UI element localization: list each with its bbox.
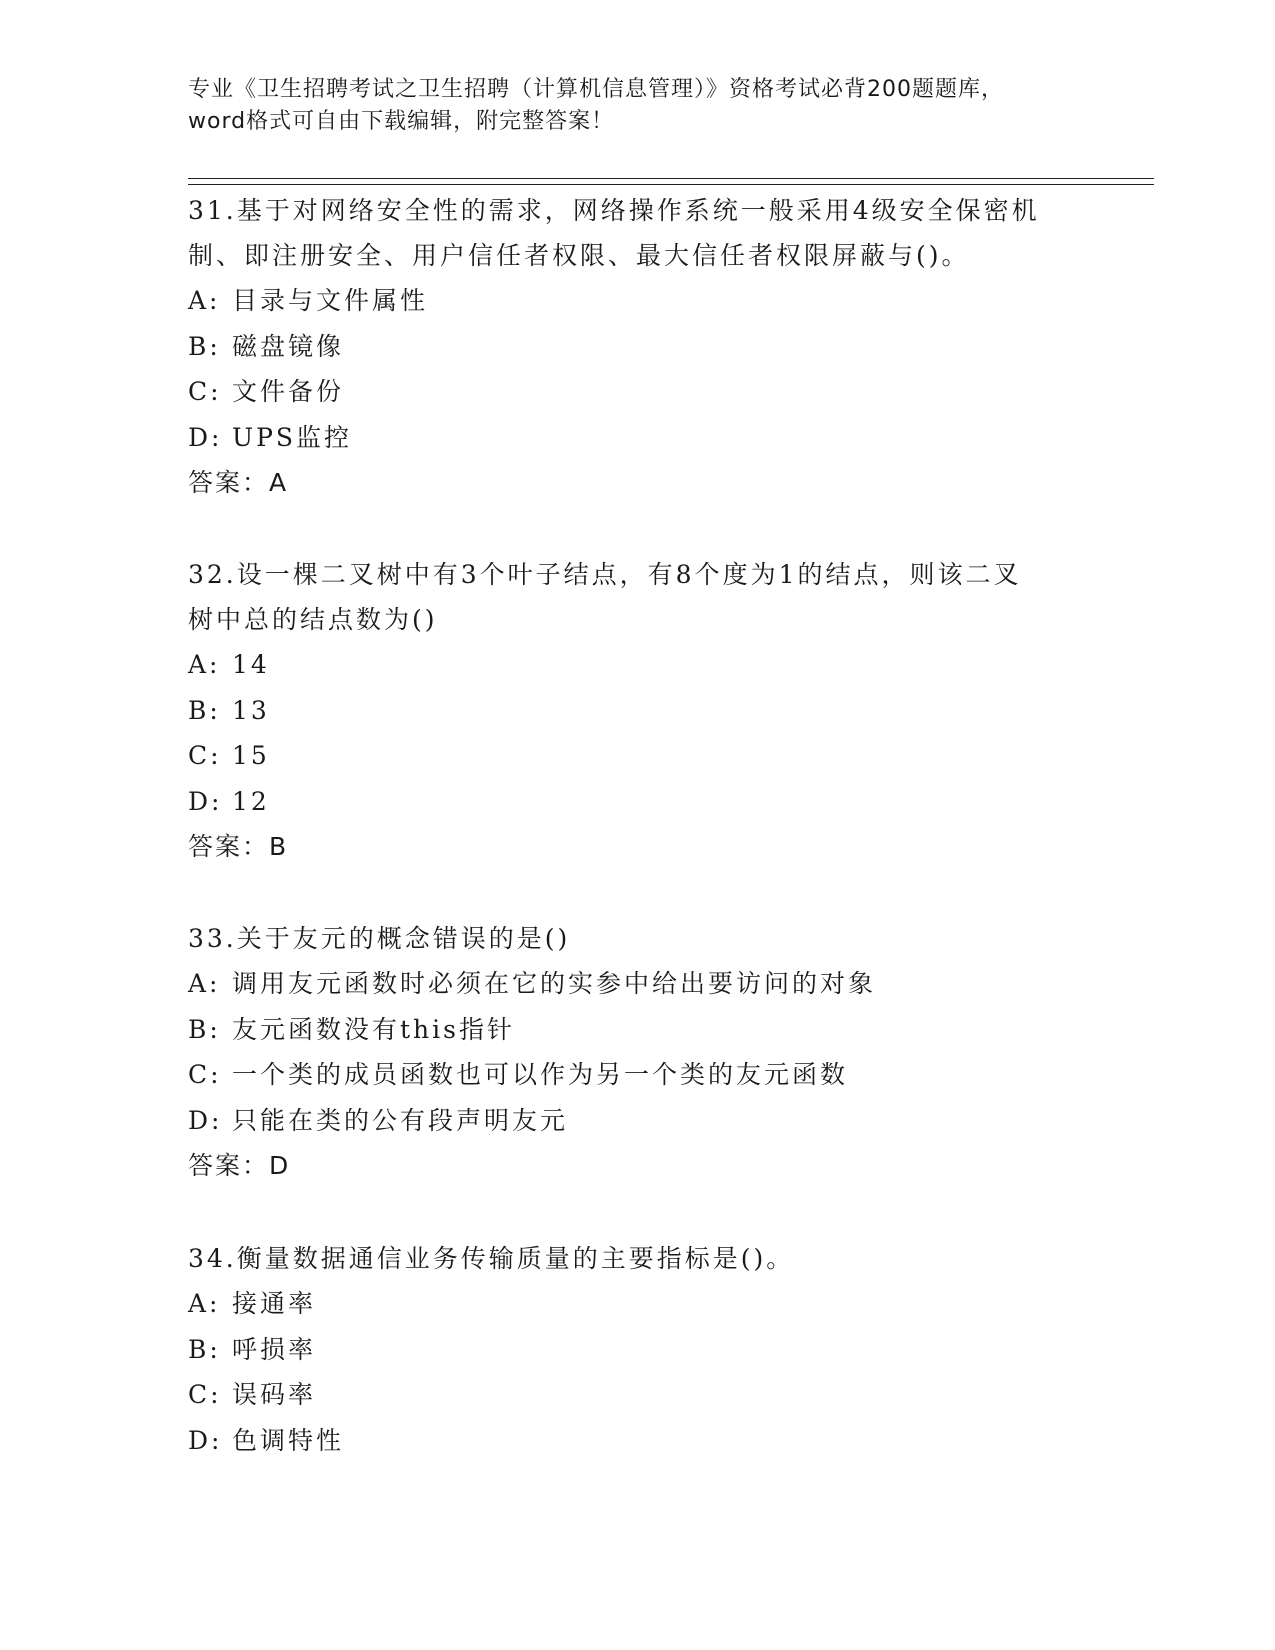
option-text: 接通率 bbox=[232, 1289, 317, 1318]
document-header bbox=[188, 74, 1088, 138]
option-key: C: bbox=[188, 1380, 222, 1409]
option-c bbox=[188, 1372, 1088, 1418]
option-key: B: bbox=[188, 695, 221, 725]
question-stem bbox=[188, 916, 1088, 961]
option-d bbox=[188, 1098, 1088, 1144]
option-d bbox=[188, 1418, 1088, 1464]
option-text: 文件备份 bbox=[232, 377, 345, 406]
option-key: A: bbox=[188, 1289, 221, 1318]
option-a bbox=[188, 1281, 1088, 1327]
option-key: B: bbox=[188, 1014, 221, 1044]
option-text: 一个类的成员函数也可以作为另一个类的友元函数 bbox=[232, 1060, 849, 1089]
option-a bbox=[188, 642, 1088, 688]
option-key: D: bbox=[188, 786, 223, 816]
question-stem-line: 32.设一棵二叉树中有3个叶子结点，有8个度为1的结点，则该二叉 bbox=[188, 560, 1022, 589]
option-text: 目录与文件属性 bbox=[232, 286, 429, 315]
option-text: 调用友元函数时必须在它的实参中给出要访问的对象 bbox=[232, 969, 877, 998]
option-d bbox=[188, 415, 1088, 461]
option-key: D: bbox=[188, 422, 223, 452]
question-stem-line: 制、即注册安全、用户信任者权限、最大信任者权限屏蔽与()。 bbox=[188, 241, 970, 270]
header-title-line-1: 专业《卫生招聘考试之卫生招聘（计算机信息管理）》资格考试必背200题题库， bbox=[188, 77, 1004, 102]
option-key: C: bbox=[188, 1060, 222, 1089]
option-text: 12 bbox=[232, 786, 270, 816]
question-31 bbox=[188, 188, 1088, 505]
option-c bbox=[188, 733, 1088, 779]
option-key: A: bbox=[188, 969, 221, 998]
option-text: 友元函数没有this指针 bbox=[232, 1014, 515, 1044]
option-key: C: bbox=[188, 741, 222, 770]
answer-line: 答案：B bbox=[188, 832, 289, 861]
option-text: 14 bbox=[232, 650, 270, 679]
option-text: 色调特性 bbox=[232, 1425, 345, 1455]
question-stem-line: 31.基于对网络安全性的需求，网络操作系统一般采用4级安全保密机 bbox=[188, 196, 1040, 225]
question-stem bbox=[188, 188, 1088, 278]
option-text: 磁盘镜像 bbox=[232, 331, 345, 361]
option-a bbox=[188, 961, 1088, 1007]
question-33 bbox=[188, 916, 1088, 1188]
option-c bbox=[188, 1052, 1088, 1098]
option-key: D: bbox=[188, 1105, 223, 1135]
option-key: B: bbox=[188, 1334, 221, 1364]
option-key: B: bbox=[188, 331, 221, 361]
question-32 bbox=[188, 552, 1088, 869]
option-key: A: bbox=[188, 286, 221, 315]
header-divider-bottom bbox=[188, 184, 1154, 185]
option-b bbox=[188, 324, 1088, 370]
answer-line: 答案：D bbox=[188, 1151, 291, 1180]
option-a bbox=[188, 278, 1088, 324]
option-b bbox=[188, 1327, 1088, 1373]
question-34 bbox=[188, 1236, 1088, 1463]
option-b bbox=[188, 1007, 1088, 1053]
question-stem bbox=[188, 552, 1088, 642]
question-stem-line: 树中总的结点数为() bbox=[188, 605, 438, 634]
option-c bbox=[188, 369, 1088, 415]
option-text: 13 bbox=[232, 695, 270, 725]
option-d bbox=[188, 779, 1088, 825]
option-text: 15 bbox=[232, 741, 270, 770]
header-title-line-2: word格式可自由下载编辑，附完整答案！ bbox=[188, 109, 615, 134]
answer-line: 答案：A bbox=[188, 468, 289, 497]
question-stem-line: 34.衡量数据通信业务传输质量的主要指标是()。 bbox=[188, 1244, 795, 1273]
option-text: 误码率 bbox=[232, 1380, 317, 1409]
header-divider-top bbox=[188, 178, 1154, 179]
option-key: A: bbox=[188, 650, 221, 679]
question-stem-line: 33.关于友元的概念错误的是() bbox=[188, 924, 571, 953]
option-text: 只能在类的公有段声明友元 bbox=[232, 1105, 569, 1135]
option-b bbox=[188, 688, 1088, 734]
question-stem bbox=[188, 1236, 1088, 1281]
option-key: D: bbox=[188, 1425, 223, 1455]
option-text: UPS监控 bbox=[232, 422, 353, 452]
option-text: 呼损率 bbox=[232, 1334, 317, 1364]
option-key: C: bbox=[188, 377, 222, 406]
